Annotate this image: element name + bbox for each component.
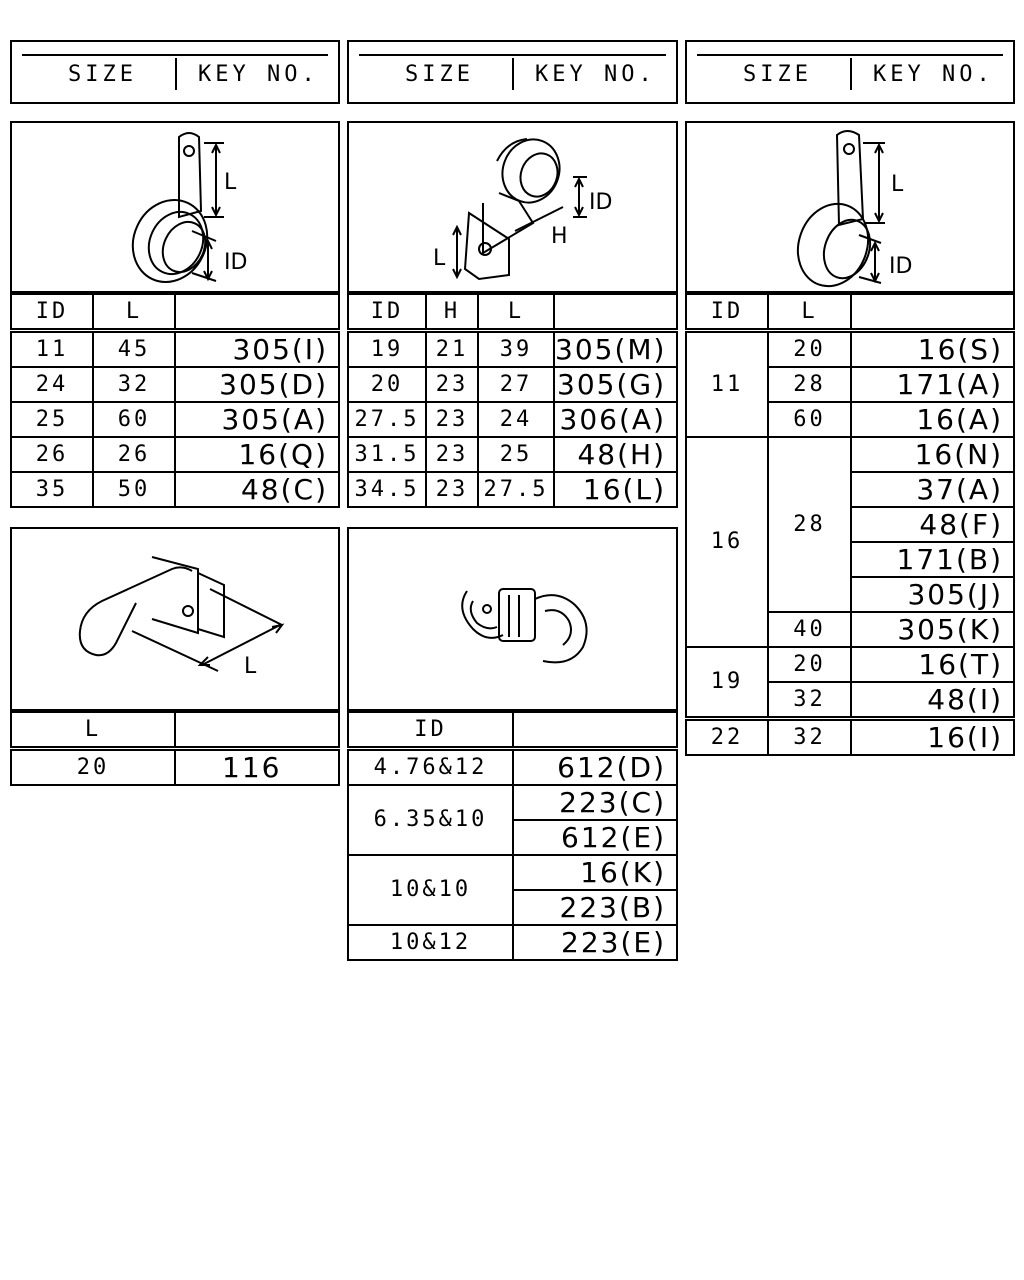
- cell-id: 10&10: [348, 855, 513, 925]
- clamp-figure-2: [347, 121, 678, 293]
- cell-h: 23: [426, 472, 478, 507]
- cell-key: 305(G): [554, 367, 677, 402]
- cell-l: 32: [93, 367, 175, 402]
- dimension-id-label: ID: [589, 190, 613, 215]
- table-header-row: [11, 294, 339, 330]
- clamp-figure-3: [685, 121, 1015, 293]
- cell-l: 25: [478, 437, 554, 472]
- cell-id: 6.35&10: [348, 785, 513, 855]
- table-row: [686, 437, 1014, 472]
- table-row: [348, 925, 677, 960]
- table-row: [686, 718, 1014, 755]
- cell-h: 23: [426, 437, 478, 472]
- cell-key: 16(I): [851, 718, 1014, 755]
- header-box-2: [347, 40, 678, 104]
- cell-key: 48(I): [851, 682, 1014, 719]
- key-no-label: KEY NO.: [873, 62, 994, 87]
- cell-key: 16(L): [554, 472, 677, 507]
- table-row: [348, 855, 677, 890]
- table-header-row: [11, 712, 339, 748]
- cell-l: 60: [93, 402, 175, 437]
- cell-id: 19: [348, 330, 426, 367]
- header-rule: [22, 54, 328, 56]
- cell-key: 16(T): [851, 647, 1014, 682]
- column-header-l: L: [478, 294, 554, 330]
- cell-id: 4.76&12: [348, 748, 513, 785]
- cell-l: 50: [93, 472, 175, 507]
- cell-key: 306(A): [554, 402, 677, 437]
- cell-key: 48(H): [554, 437, 677, 472]
- cell-id: 10&12: [348, 925, 513, 960]
- cell-key: 16(S): [851, 330, 1014, 367]
- cell-key: 16(Q): [175, 437, 339, 472]
- cell-key: 171(B): [851, 542, 1014, 577]
- cell-id: 24: [11, 367, 93, 402]
- clip-drawing: [12, 529, 338, 709]
- cell-l: 20: [768, 647, 851, 682]
- cell-key: 16(N): [851, 437, 1014, 472]
- dimension-l-label: L: [224, 170, 237, 195]
- dimension-l-label: L: [891, 172, 904, 197]
- table-2: [347, 293, 678, 508]
- dimension-l-label: L: [433, 246, 446, 271]
- dimension-h-label: H: [551, 224, 568, 249]
- table-row: [11, 402, 339, 437]
- cell-key: 305(J): [851, 577, 1014, 612]
- cell-l: 32: [768, 682, 851, 719]
- cell-key: 305(D): [175, 367, 339, 402]
- column-header-l: L: [768, 294, 851, 330]
- cell-l: 27.5: [478, 472, 554, 507]
- cell-key: 16(A): [851, 402, 1014, 437]
- dimension-id-label: ID: [889, 254, 913, 279]
- cell-l: 60: [768, 402, 851, 437]
- table-1: [10, 293, 340, 508]
- cell-key: 223(C): [513, 785, 677, 820]
- cell-id: 11: [11, 330, 93, 367]
- clamp-drawing-3: [687, 123, 1013, 291]
- table-row: [686, 647, 1014, 682]
- key-no-label: KEY NO.: [535, 62, 656, 87]
- cell-id: 35: [11, 472, 93, 507]
- dimension-l-label: L: [244, 654, 257, 679]
- cell-key: 223(B): [513, 890, 677, 925]
- cell-l: 40: [768, 612, 851, 647]
- cell-id: 19: [686, 647, 768, 719]
- table-header-row: [686, 294, 1014, 330]
- cell-id: 27.5: [348, 402, 426, 437]
- size-label: SIZE: [743, 62, 812, 87]
- table-row: [348, 437, 677, 472]
- dimension-id-label: ID: [224, 250, 248, 275]
- table-row: [11, 748, 339, 785]
- column-header-id: ID: [348, 294, 426, 330]
- table-row: [11, 472, 339, 507]
- cell-key: 223(E): [513, 925, 677, 960]
- cell-key: 305(M): [554, 330, 677, 367]
- table-row: [686, 330, 1014, 367]
- cell-id: 25: [11, 402, 93, 437]
- size-label: SIZE: [405, 62, 474, 87]
- header-box-1: [10, 40, 340, 104]
- cell-key: 305(I): [175, 330, 339, 367]
- column-header-id: ID: [11, 294, 93, 330]
- cell-id: 22: [686, 718, 768, 755]
- cell-l: 45: [93, 330, 175, 367]
- table-header-row: [348, 712, 677, 748]
- cell-key: 48(C): [175, 472, 339, 507]
- cell-key: 171(A): [851, 367, 1014, 402]
- cell-l: 32: [768, 718, 851, 755]
- double-clip-figure: [347, 527, 678, 711]
- column-header-key: [513, 712, 677, 748]
- header-divider: [850, 58, 852, 90]
- cell-h: 23: [426, 402, 478, 437]
- column-header-id: ID: [686, 294, 768, 330]
- table-3: [685, 293, 1015, 756]
- cell-l: 20: [11, 748, 175, 785]
- header-rule: [697, 54, 1003, 56]
- cell-id: 34.5: [348, 472, 426, 507]
- header-rule: [359, 54, 666, 56]
- column-header-id: ID: [348, 712, 513, 748]
- header-divider: [512, 58, 514, 90]
- table-row: [348, 330, 677, 367]
- cell-key: 305(A): [175, 402, 339, 437]
- table-5: [347, 711, 678, 961]
- cell-key: 37(A): [851, 472, 1014, 507]
- header-divider: [175, 58, 177, 90]
- cell-l: 28: [768, 367, 851, 402]
- cell-id: 31.5: [348, 437, 426, 472]
- column-header-key: [554, 294, 677, 330]
- cell-id: 20: [348, 367, 426, 402]
- cell-id: 26: [11, 437, 93, 472]
- cell-l: 26: [93, 437, 175, 472]
- cell-key: 612(E): [513, 820, 677, 855]
- cell-key: 48(F): [851, 507, 1014, 542]
- table-header-row: [348, 294, 677, 330]
- cell-l: 39: [478, 330, 554, 367]
- double-clip-drawing: [349, 529, 676, 709]
- key-no-label: KEY NO.: [198, 62, 319, 87]
- cell-l: 20: [768, 330, 851, 367]
- cell-l: 27: [478, 367, 554, 402]
- column-header-key: [175, 294, 339, 330]
- table-row: [348, 472, 677, 507]
- cell-id: 11: [686, 330, 768, 437]
- column-header-key: [851, 294, 1014, 330]
- table-row: [11, 330, 339, 367]
- column-header-key: [175, 712, 339, 748]
- cell-id: 16: [686, 437, 768, 647]
- cell-key: 16(K): [513, 855, 677, 890]
- size-label: SIZE: [68, 62, 137, 87]
- table-row: [348, 785, 677, 820]
- column-header-l: L: [93, 294, 175, 330]
- cell-l: 28: [768, 437, 851, 612]
- cell-h: 21: [426, 330, 478, 367]
- table-row: [348, 367, 677, 402]
- clamp-figure-1: [10, 121, 340, 293]
- table-row: [348, 748, 677, 785]
- header-box-3: [685, 40, 1015, 104]
- table-row: [11, 367, 339, 402]
- column-header-h: H: [426, 294, 478, 330]
- column-header-l: L: [11, 712, 175, 748]
- cell-key: 116: [175, 748, 339, 785]
- clamp-drawing-1: [12, 123, 338, 291]
- cell-h: 23: [426, 367, 478, 402]
- cell-key: 305(K): [851, 612, 1014, 647]
- cell-l: 24: [478, 402, 554, 437]
- table-4: [10, 711, 340, 786]
- clip-figure: [10, 527, 340, 711]
- table-row: [11, 437, 339, 472]
- table-row: [348, 402, 677, 437]
- cell-key: 612(D): [513, 748, 677, 785]
- clamp-drawing-2: [349, 123, 676, 291]
